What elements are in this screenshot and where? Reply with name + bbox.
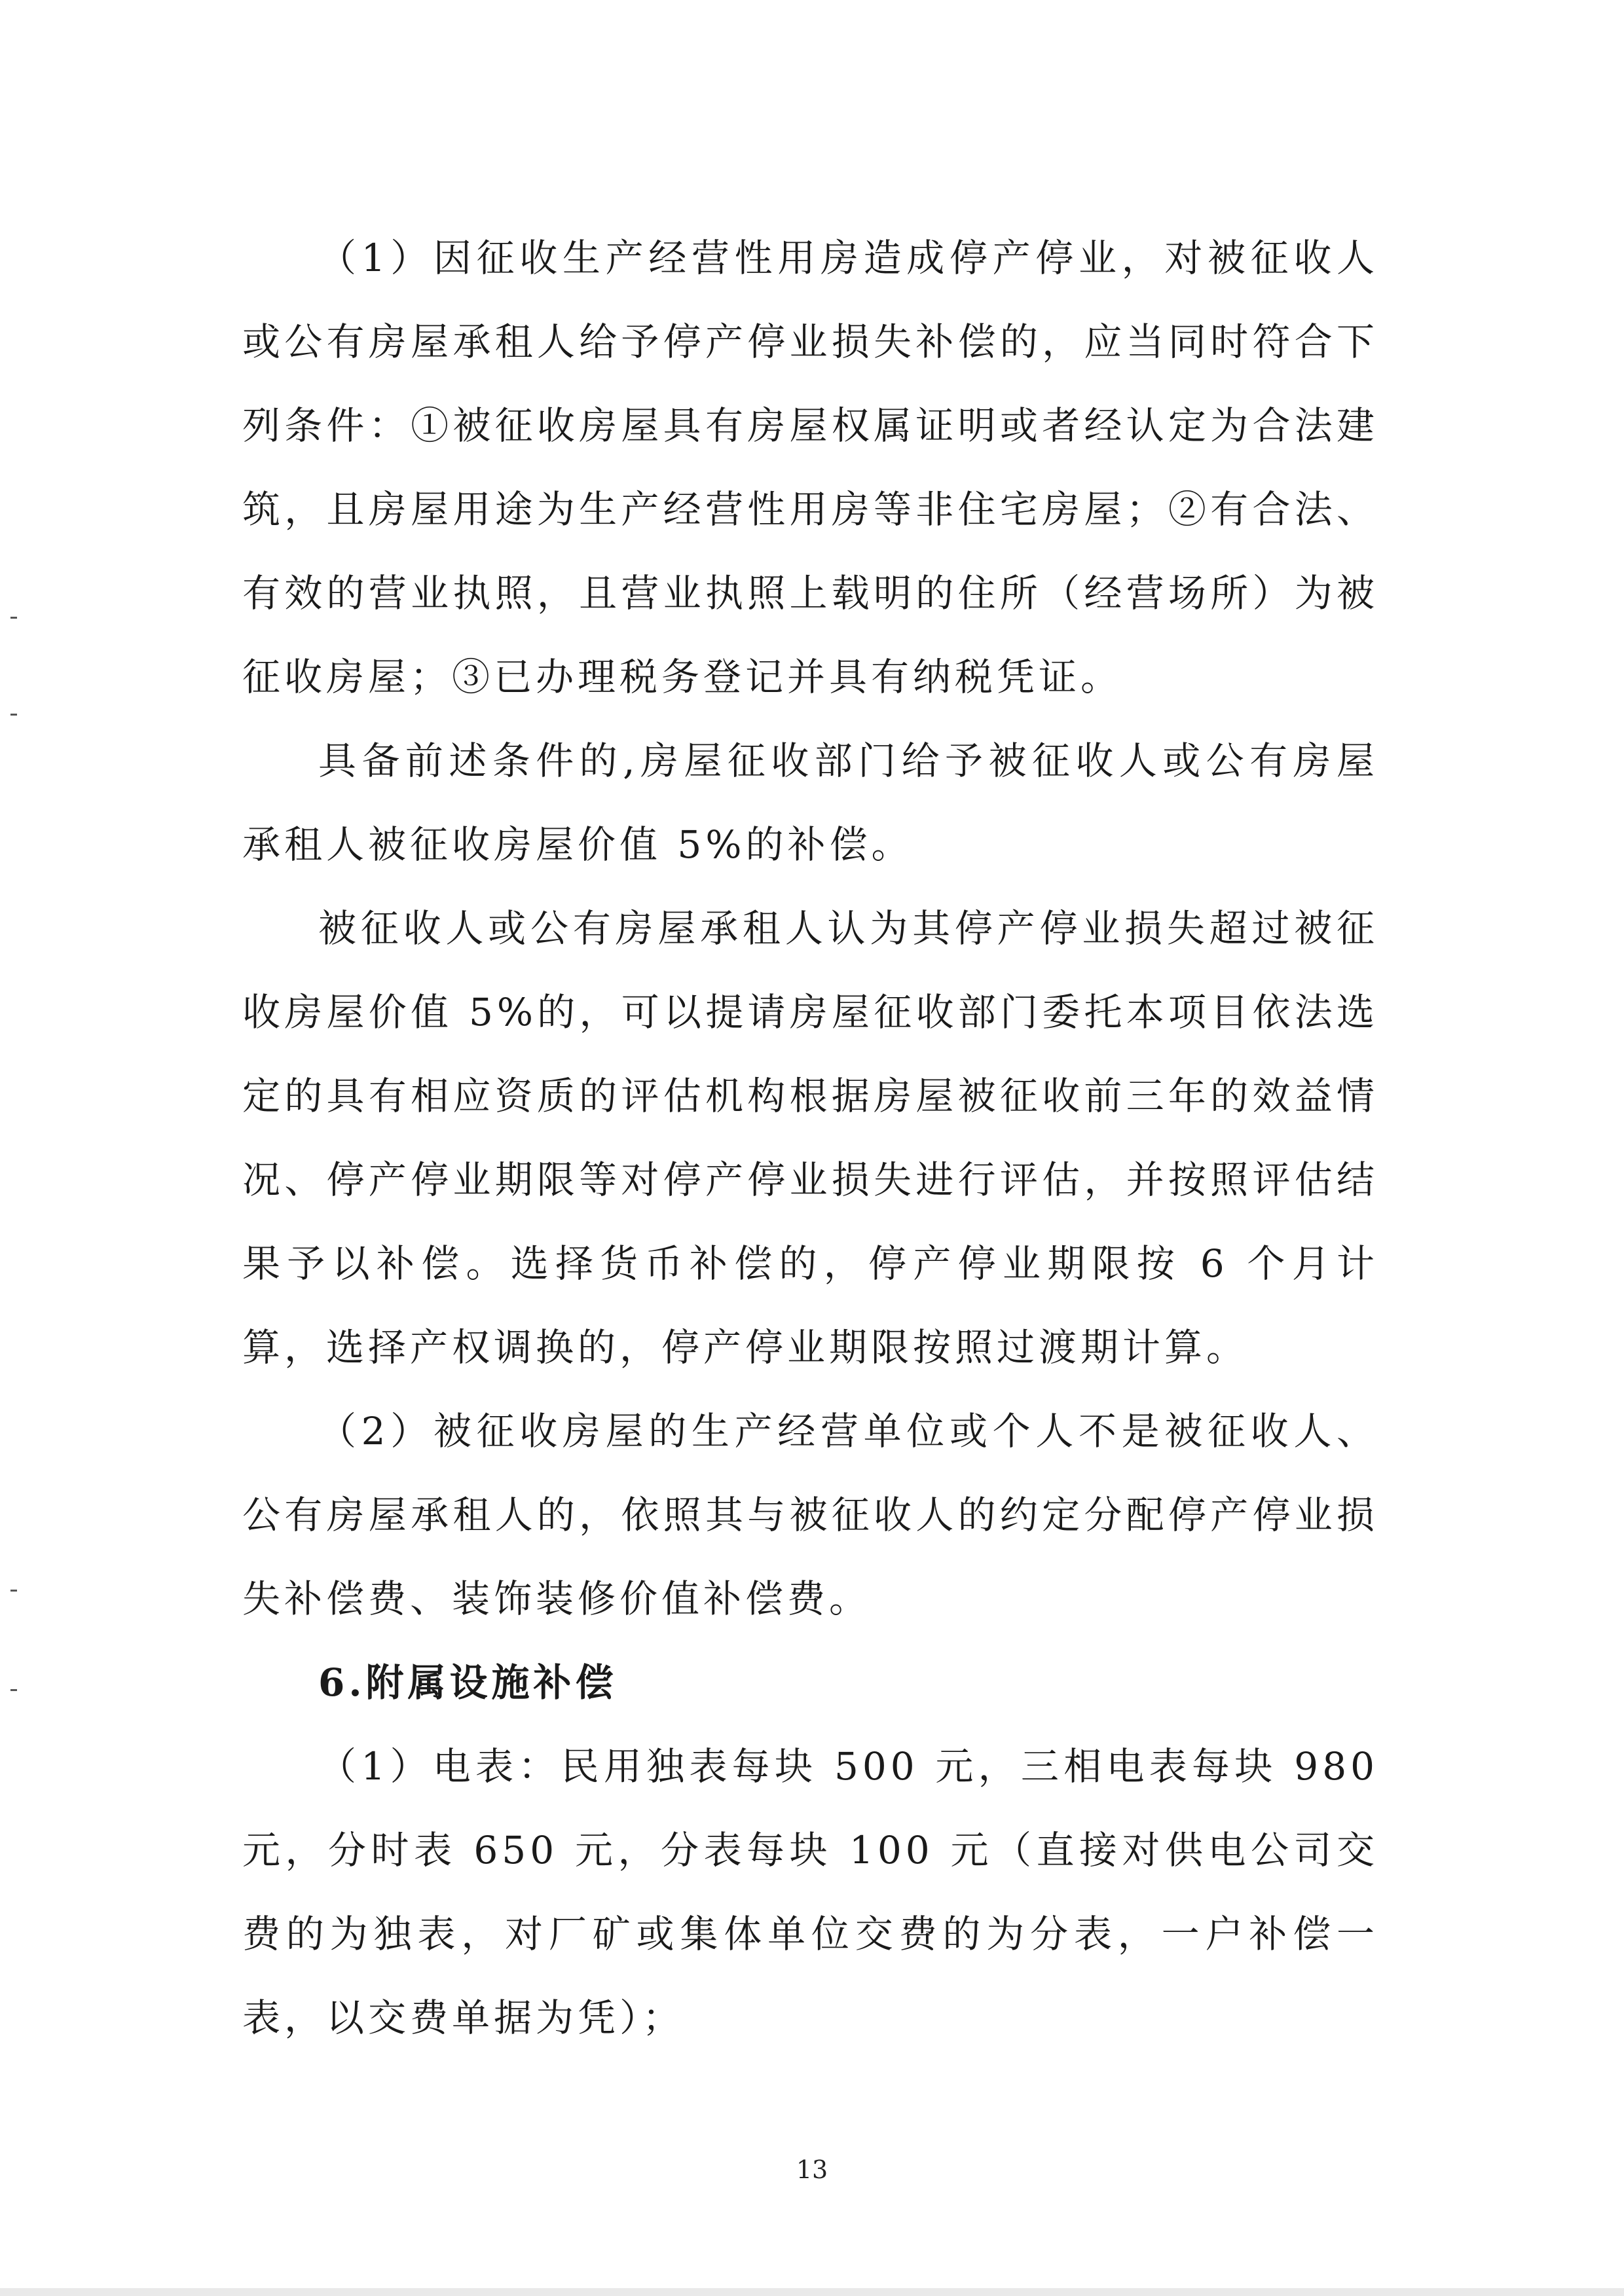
scan-bottom-edge [0, 2288, 1624, 2296]
margin-mark [10, 1689, 17, 1691]
margin-mark [10, 1590, 17, 1592]
body-text [242, 216, 1378, 2060]
margin-mark [10, 714, 17, 716]
paragraph-loss-assessment: 被征收人或公有房屋承租人认为其停产停业损失超过被征收房屋价值 5%的，可以提请房屋征收部门委托本项目依法选定的具有相应资质的评估机构根据房屋被征收前三年的效益情况、停产停业期限等对停产停业损失进行评估，并按照评估结果予以补偿。选择货币补偿的，停产停业期限按 6 个月计算，选择产权调换的，停产停业期限按照过渡期计算。 [242, 906, 1378, 1370]
paragraph-electricity-meter: （1）电表：民用独表每块 500 元，三相电表每块 980 元，分时表 650 元，分表每块 100 元（直接对供电公司交费的为独表，对厂矿或集体单位交费的为分表，一户补偿一表，以交费单据为凭）； [242, 1744, 1378, 2040]
page-number: 13 [796, 2155, 828, 2184]
paragraph-stop-production-conditions: （1）因征收生产经营性用房造成停产停业，对被征收人或公有房屋承租人给予停产停业损失补偿的，应当同时符合下列条件：①被征收房屋具有房屋权属证明或者经认定为合法建筑，且房屋用途为生产经营性用房等非住宅房屋；②有合法、有效的营业执照，且营业执照上载明的住所（经营场所）为被征收房屋；③已办理税务登记并具有纳税凭证。 [242, 236, 1378, 699]
section-heading: 6.附属设施补偿 [318, 1660, 618, 1705]
margin-mark [10, 617, 17, 619]
paragraph-non-owner-operators: （2）被征收房屋的生产经营单位或个人不是被征收人、公有房屋承租人的，依照其与被征收人的约定分配停产停业损失补偿费、装饰装修价值补偿费。 [242, 1409, 1378, 1621]
paragraph-five-percent-compensation: 具备前述条件的,房屋征收部门给予被征收人或公有房屋承租人被征收房屋价值 5%的补偿。 [242, 738, 1378, 867]
